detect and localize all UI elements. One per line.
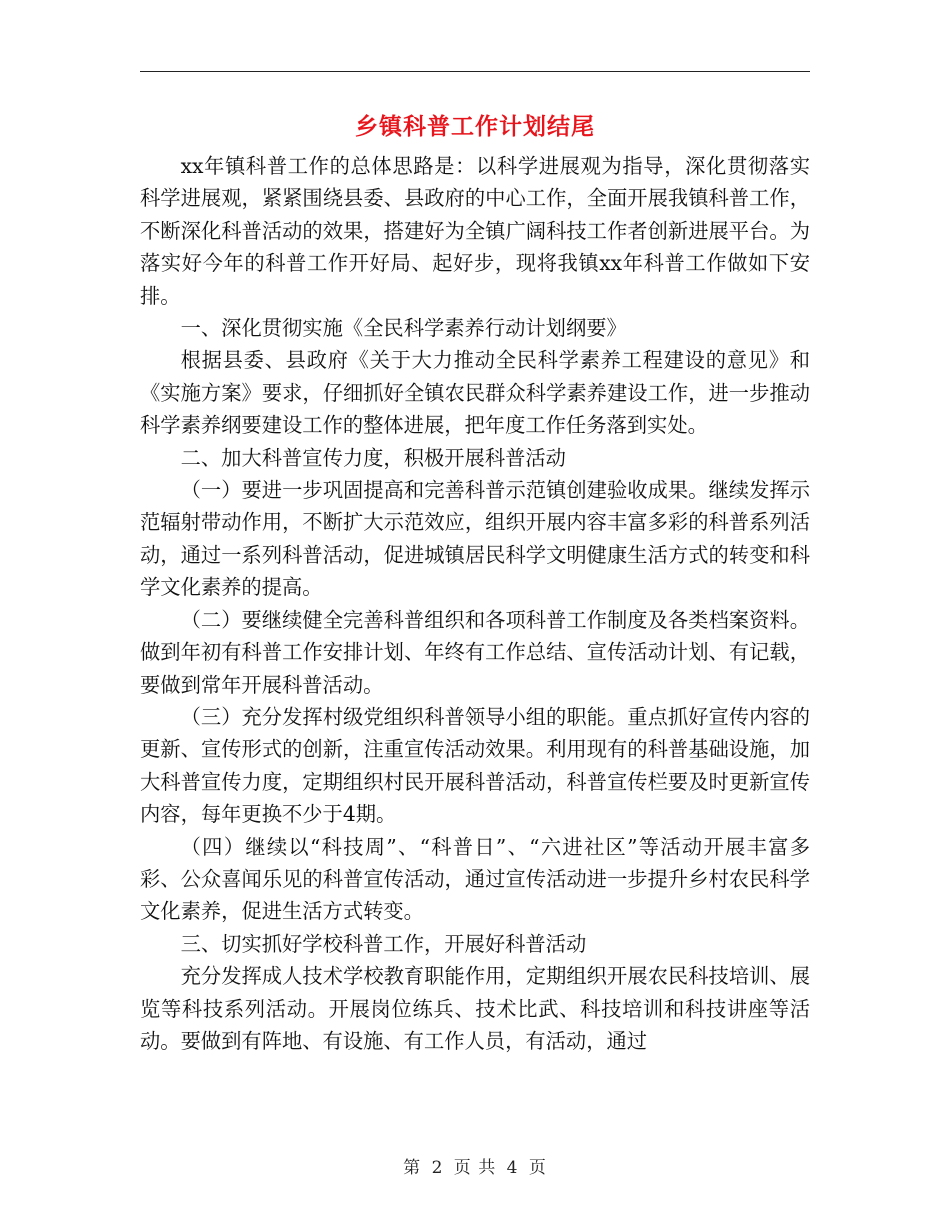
document-title: 乡镇科普工作计划结尾 xyxy=(355,114,595,140)
footer-suffix: 页 xyxy=(528,1158,547,1178)
paragraph-item-4: （四）继续以“科技周”、“科普日”、“六进社区”等活动开展丰富多彩、公众喜闻乐见的科普宣传活动，通过宣传活动进一步提升乡村农民科学文化素养，促进生活方式转变。 xyxy=(140,834,810,924)
paragraph-item-2: （二）要继续健全完善科普组织和各项科普工作制度及各类档案资料。做到年初有科普工作安排计划、年终有工作总结、宣传活动计划、有记载，要做到常年开展科普活动。 xyxy=(140,607,810,697)
section-heading-3: 三、切实抓好学校科普工作，开展好科普活动 xyxy=(180,931,587,956)
footer-middle: 页 共 xyxy=(453,1158,497,1178)
footer-prefix: 第 xyxy=(403,1158,422,1178)
document-body xyxy=(140,150,810,1057)
paragraph-item-1: （一）要进一步巩固提高和完善科普示范镇创建验收成果。继续发挥示范辐射带动作用，不断扩大示范效应，组织开展内容丰富多彩的科普系列活动，通过一系列科普活动，促进城镇居民科学文明健康生活方式的转变和科学文化素养的提高。 xyxy=(140,478,810,600)
paragraph-item-3: （三）充分发挥村级党组织科普领导小组的职能。重点抓好宣传内容的更新、宣传形式的创新，注重宣传活动效果。利用现有的科普基础设施，加大科普宣传力度，定期组织村民开展科普活动，科普宣传栏要及时更新宣传内容，每年更换不少于4期。 xyxy=(140,704,810,827)
footer-page-number: 2 xyxy=(431,1158,444,1178)
header-rule xyxy=(140,71,810,72)
paragraph-section-3: 充分发挥成人技术学校教育职能作用，定期组织开展农民科技培训、展览等科技系列活动。开展岗位练兵、技术比武、科技培训和科技讲座等活动。要做到有阵地、有设施、有工作人员，有活动，通过 xyxy=(140,964,810,1053)
paragraph-section-1: 根据县委、县政府《关于大力推动全民科学素养工程建设的意见》和《实施方案》要求，仔细抓好全镇农民群众科学素养建设工作，进一步推动科学素养纲要建设工作的整体进展，把年度工作任务落到实处。 xyxy=(140,348,810,438)
paragraph-intro: xx年镇科普工作的总体思路是：以科学进展观为指导，深化贯彻落实科学进展观，紧紧围绕县委、县政府的中心工作，全面开展我镇科普工作，不断深化科普活动的效果，搭建好为全镇广阔科技工作者创新进展平台。为落实好今年的科普工作开好局、起好步，现将我镇xx年科普工作做如下安排。 xyxy=(140,154,810,308)
section-heading-1: 一、深化贯彻实施《全民科学素养行动计划纲要》 xyxy=(180,316,627,341)
section-heading-2: 二、加大科普宣传力度，积极开展科普活动 xyxy=(180,445,566,470)
footer-total-pages: 4 xyxy=(506,1158,519,1178)
page-footer xyxy=(0,1153,950,1178)
